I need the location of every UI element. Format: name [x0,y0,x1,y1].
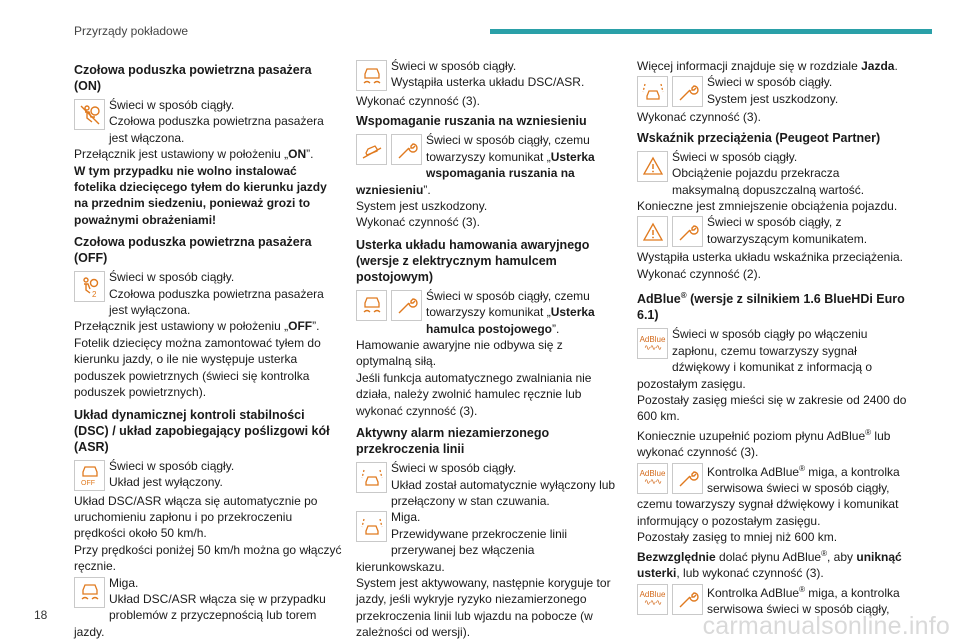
text-line: Miga. [391,510,421,525]
text-line: Świeci w sposób ciągły, czemu towarzyszy komunikat „Usterka wspomagania ruszania na wzniesieniu”. [356,133,595,197]
adblue-icon: AdBlue ∿∿∿ [637,463,668,494]
section-title-overload: Wskaźnik przeciążenia (Peugeot Partner) [637,130,881,145]
text-line: Więcej informacji znajduje się w rozdziale Jazda. [637,59,898,73]
text-line: Wykonać czynność (3). [637,110,761,125]
lane-assist-icon [356,511,387,542]
text-line: Świeci w sposób ciągły. [672,149,798,164]
section-title-emergency-brake: Usterka układu hamowania awaryjnego (wersje z elektrycznym hamulcem postojowym) [356,237,590,284]
text-line: System jest uszkodzony. [707,91,839,106]
text-line: Czołowa poduszka powietrzna pasażera jest włączona. [109,114,324,145]
warning-text: W tym przypadku nie wolno instalować fotelika dziecięcego tyłem do kierunku jazdy na przednim siedzeniu, ponieważ grozi to poważnymi obrażeniami! [74,163,327,227]
hill-start-icon [356,134,387,165]
lane-assist-icon [637,76,668,107]
text-line: Przełącznik jest ustawiony w położeniu „ON”. [74,147,314,162]
text-line: Układ DSC/ASR włącza się w przypadku problemów z przyczepnością lub torem jazdy. [74,591,326,639]
column-2 [356,58,618,641]
section-title-adblue: AdBlue® (wersje z silnikiem 1.6 BlueHDi Euro 6.1) [637,291,905,323]
text-line: Świeci w sposób ciągły. [109,270,235,285]
airbag-off-warning-icon [74,271,105,302]
text-line: Świeci w sposób ciągły. [707,75,833,90]
text-line: Przełącznik jest ustawiony w położeniu „OFF”. [74,319,320,334]
section-title-dsc-asr: Układ dynamicznej kontroli stabilności (DSC) / układ zapobiegający poślizgowi kół (ASR) [74,407,330,454]
brake-fault-icon [356,290,387,321]
text-line: Koniecznie uzupełnić poziom płynu AdBlue® lub wykonać czynność (3). [637,427,891,460]
dsc-fault-icon [356,60,387,91]
airbag-on-warning-icon [74,99,105,130]
text-line: Świeci w sposób ciągły po włączeniu zapłonu, czemu towarzyszy sygnał dźwiękowy i komunikat z informacją o pozostałym zasięgu. [637,327,873,391]
text-line: Jeśli funkcja automatycznego zwalniania nie działa, należy zwolnić hamulec ręcznie lub wykonać czynność (3). [356,370,592,418]
text-line: Przewidywane przekroczenie linii przerywanej bez włączenia kierunkowskazu. [356,526,568,574]
text-line: Miga. [109,575,139,590]
text-line: Układ został automatycznie wyłączony lub przełączony w stan czuwania. [391,477,616,508]
text-line: Pozostały zasięg to mniej niż 600 km. [637,530,838,545]
adblue-icon: AdBlue ∿∿∿ [637,584,668,615]
text-line: Świeci w sposób ciągły. [391,461,517,476]
text-line: Kontrolka AdBlue® miga, a kontrolka serwisowa świeci w sposób ciągły, [707,584,900,616]
text-line: Obciążenie pojazdu przekracza maksymalną dopuszczalną wartość. [672,166,865,197]
text-line: Hamowanie awaryjne nie odbywa się z optymalną siłą. [356,338,563,369]
text-line: Układ jest wyłączony. [109,474,223,489]
running-header-title: Przyrządy pokładowe [74,24,189,38]
page-number: 18 [34,608,48,622]
text-line: Pozostały zasięg mieści się w zakresie od 2400 do 600 km. [637,393,907,424]
text-line: Wykonać czynność (3). [356,94,480,108]
svg-text:2: 2 [91,289,96,299]
text-line: Świeci w sposób ciągły. [109,458,235,473]
text-line: Czołowa poduszka powietrzna pasażera jest wyłączona. [109,286,324,318]
header-accent-bar [490,29,932,34]
column-3 [637,58,907,617]
wrench-service-icon [672,463,703,494]
section-title-airbag-off: Czołowa poduszka powietrzna pasażera (OFF) [74,235,312,266]
wrench-service-icon [391,134,422,165]
overload-warning-icon [637,216,668,247]
overload-warning-icon [637,151,668,182]
section-title-hill-start: Wspomaganie ruszania na wzniesieniu [356,114,587,129]
text-line: Fotelik dziecięcy można zamontować tyłem do kierunku jazdy, o ile nie występuje usterka poduszek powietrznych (świeci się kontrolka poduszek powietrznych). [74,335,321,400]
text-line: Układ DSC/ASR włącza się automatycznie po uruchomieniu zapłonu i po przekroczeniu prędkości około 50 km/h. [74,493,318,541]
text-line: Świeci w sposób ciągły, czemu towarzyszy komunikat „Usterka hamulca postojowego”. [426,288,595,336]
text-line: Wystąpiła usterka układu DSC/ASR. [391,75,585,90]
text-line: Wykonać czynność (3). [356,215,480,230]
text-line: Wystąpiła usterka układu wskaźnika przeciążenia. [637,250,904,265]
lane-assist-icon [356,462,387,493]
text-line: Świeci w sposób ciągły, z towarzyszącym komunikatem. [707,215,868,246]
adblue-icon: AdBlue ∿∿∿ [637,328,668,359]
text-line: Świeci w sposób ciągły. [109,98,235,112]
text-line: Bezwzględnie dolać płynu AdBlue®, aby uniknąć usterki, lub wykonać czynność (3). [637,548,902,581]
wrench-service-icon [672,216,703,247]
text-line: System jest aktywowany, następnie koryguje tor jazdy, jeśli wykryje ryzyko niezamierzonego przekroczenia linii lub wjazdu na pobocze (w zależności od wersji). [356,575,611,640]
wrench-service-icon [672,584,703,615]
section-title-airbag-on: Czołowa poduszka powietrzna pasażera (ON) [74,63,312,93]
wrench-service-icon [391,290,422,321]
text-line: Świeci w sposób ciągły. [391,59,517,73]
text-line: System jest uszkodzony. [356,199,488,214]
text-line: Przy prędkości poniżej 50 km/h można go włączyć ręcznie. [74,542,342,574]
text-line: Konieczne jest zmniejszenie obciążenia pojazdu. [637,199,898,214]
svg-text:OFF: OFF [80,480,95,487]
column-1 [74,58,342,640]
text-line: Kontrolka AdBlue® miga, a kontrolka serwisowa świeci w sposób ciągły, czemu towarzyszy sygnał dźwiękowy i komunikat informujący o pozostałym zasięgu. [637,463,900,528]
dsc-skid-icon [74,577,105,608]
watermark: carmanualsonline.info [702,612,950,640]
wrench-service-icon [672,76,703,107]
dsc-off-icon [74,460,105,491]
text-line: Wykonać czynność (2). [637,266,761,281]
section-title-lane-departure: Aktywny alarm niezamierzonego przekroczenia linii [356,426,550,457]
